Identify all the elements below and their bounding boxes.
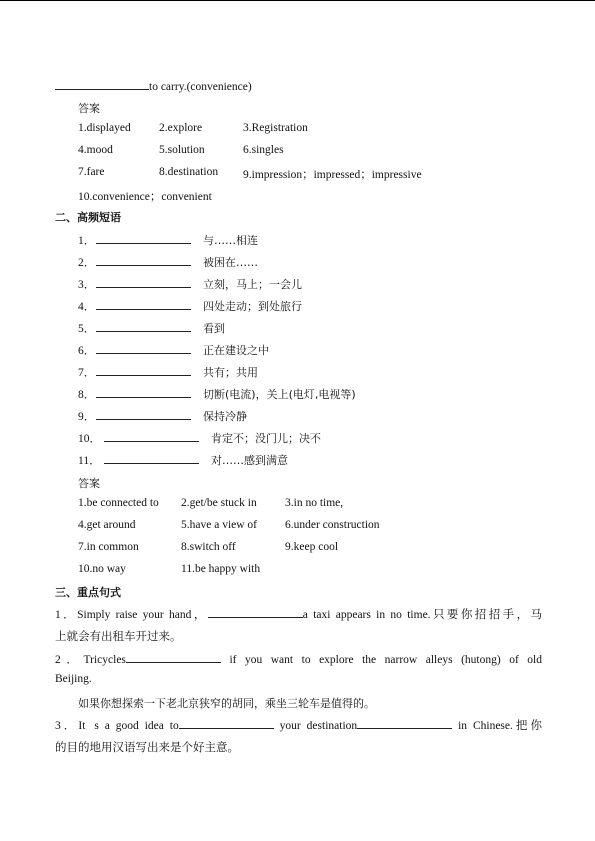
- answer-label: 答案: [78, 102, 100, 115]
- phrase-number: 8．: [78, 389, 96, 401]
- answer-blank[interactable]: [96, 298, 191, 310]
- answer-cell: 7.in common: [78, 541, 139, 553]
- answer-label: 答案: [78, 477, 100, 490]
- answer-cell: 7.fare: [78, 166, 105, 178]
- answer-cell: 9.impression；impressed；impressive: [243, 169, 422, 181]
- answer-cell: 6.under construction: [285, 519, 380, 531]
- sentence-2: 2．Tricycles if you want to explore the narrow alleys (hutong) of old: [55, 651, 542, 667]
- phrase-meaning: 被困在……: [203, 256, 258, 269]
- section-heading-sentences: 三、重点句式: [55, 586, 121, 599]
- answer-cell: 8.switch off: [181, 541, 236, 553]
- phrase-item: [78, 408, 247, 424]
- phrase-item: [78, 452, 288, 468]
- phrase-meaning: 与……相连: [203, 234, 258, 247]
- answer-blank[interactable]: [96, 232, 191, 244]
- answer-blank[interactable]: [55, 78, 149, 90]
- sentence-3: 3．It s a good idea to your destination in Chinese.把你: [55, 717, 542, 733]
- phrase-item: [78, 364, 258, 380]
- phrase-meaning: 保持冷静: [203, 410, 247, 423]
- answer-blank[interactable]: [104, 430, 199, 442]
- answer-blank[interactable]: [179, 717, 274, 729]
- answer-blank[interactable]: [96, 276, 191, 288]
- answer-cell: 5.solution: [159, 144, 205, 156]
- answer-cell: 3.Registration: [243, 122, 308, 134]
- phrase-item: [78, 430, 321, 446]
- phrase-item: [78, 276, 302, 292]
- phrase-meaning: 正在建设之中: [203, 344, 269, 357]
- answer-cell: 11.be happy with: [181, 563, 261, 575]
- page-top-rule: [0, 0, 595, 1]
- sentence-1-continuation: 上就会有出租车开过来。: [55, 631, 182, 643]
- phrase-item: [78, 232, 258, 248]
- answer-cell: 10.no way: [78, 563, 126, 575]
- phrase-item: [78, 386, 356, 402]
- answer-cell: 6.singles: [243, 144, 284, 156]
- answer-blank[interactable]: [96, 386, 191, 398]
- phrase-number: 7．: [78, 367, 96, 379]
- phrase-item: [78, 298, 302, 314]
- sentence-text: to carry.(convenience): [149, 81, 252, 93]
- answer-blank[interactable]: [104, 452, 199, 464]
- answer-blank[interactable]: [96, 320, 191, 332]
- answer-blank[interactable]: [357, 717, 452, 729]
- phrase-item: [78, 254, 258, 270]
- answer-cell: 3.in no time,: [285, 497, 344, 509]
- phrase-meaning: 立刻，马上；一会儿: [203, 278, 302, 291]
- phrase-meaning: 肯定不；没门儿；决不: [211, 432, 321, 445]
- answer-cell: 9.keep cool: [285, 541, 339, 553]
- answer-cell: 1.displayed: [78, 122, 131, 134]
- answer-cell: 8.destination: [159, 166, 219, 178]
- sentence-2-continuation: Beijing.: [55, 673, 92, 685]
- sentence-1: 1．Simply raise your hand， a taxi appears in no time.只要你招招手，马: [55, 606, 542, 622]
- phrase-meaning: 对……感到满意: [211, 454, 288, 467]
- answer-cell: 2.explore: [159, 122, 203, 134]
- phrase-number: 9．: [78, 411, 96, 423]
- phrase-number: 4．: [78, 301, 96, 313]
- answer-blank[interactable]: [96, 254, 191, 266]
- carry-over-sentence: [55, 78, 252, 93]
- phrase-number: 11．: [78, 455, 101, 467]
- phrase-number: 1．: [78, 235, 96, 247]
- answer-blank[interactable]: [126, 651, 221, 663]
- phrase-item: [78, 342, 269, 358]
- phrase-item: [78, 320, 225, 336]
- section-heading-phrases: 二、高频短语: [55, 211, 121, 224]
- answer-cell: 5.have a view of: [181, 519, 257, 531]
- phrase-number: 5．: [78, 323, 96, 335]
- answer-cell: 4.mood: [78, 144, 113, 156]
- answer-blank[interactable]: [96, 364, 191, 376]
- answer-cell: 1.be connected to: [78, 497, 159, 509]
- answer-blank[interactable]: [96, 342, 191, 354]
- phrase-number: 10．: [78, 433, 101, 445]
- phrase-meaning: 看到: [203, 322, 225, 335]
- sentence-3-continuation: 的目的地用汉语写出来是个好主意。: [55, 742, 239, 754]
- sentence-2-translation: 如果你想探索一下老北京狭窄的胡同，乘坐三轮车是值得的。: [78, 697, 375, 710]
- answer-cell: 4.get around: [78, 519, 136, 531]
- phrase-meaning: 切断(电流)，关上(电灯,电视等): [203, 388, 356, 401]
- answer-blank[interactable]: [96, 408, 191, 420]
- phrase-number: 6．: [78, 345, 96, 357]
- phrase-number: 3．: [78, 279, 96, 291]
- phrase-meaning: 共有；共用: [203, 366, 258, 379]
- answer-cell: 10.convenience；convenient: [78, 191, 212, 203]
- answer-cell: 2.get/be stuck in: [181, 497, 257, 509]
- phrase-meaning: 四处走动；到处旅行: [203, 300, 302, 313]
- phrase-number: 2．: [78, 257, 96, 269]
- answer-blank[interactable]: [208, 606, 303, 618]
